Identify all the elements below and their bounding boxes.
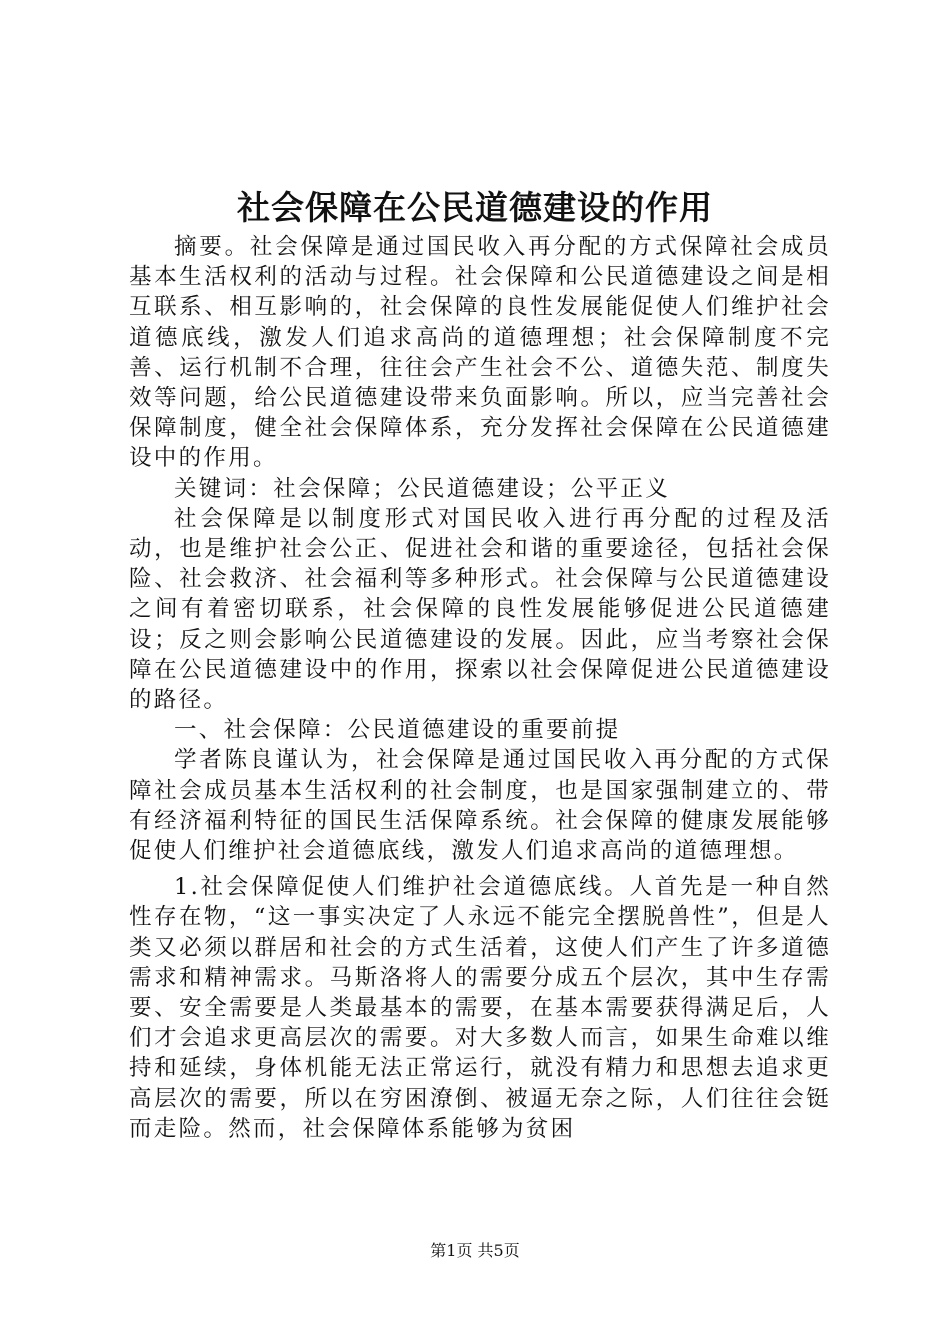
body-paragraph: 1.社会保障促使人们维护社会道德底线。人首先是一种自然性存在物，“这一事实决定了人永远不能完全摆脱兽性”，但是人类又必须以群居和社会的方式生活着，这使人们产生了许多道德需求和精神需求。马斯洛将人的需要分成五个层次，其中生存需要、安全需要是人类最基本的需要，在基本需要获得满足后，人们才会追求更高层次的需要。对大多数人而言，如果生命难以维持和延续，身体机能无法正常运行，就没有精力和思想去追求更高层次的需要，所以在穷困潦倒、被逼无奈之际，人们往往会铤而走险。然而，社会保障体系能够为贫困 <box>129 874 831 1142</box>
body-paragraph: 学者陈良谨认为，社会保障是通过国民收入再分配的方式保障社会成员基本生活权利的社会制度，也是国家强制建立的、带有经济福利特征的国民生活保障系统。社会保障的健康发展能够促使人们维护社会道德底线，激发人们追求高尚的道德理想。 <box>129 747 831 865</box>
page-number-footer: 第1页 共5页 <box>430 1241 520 1260</box>
document-body <box>129 232 831 1144</box>
abstract-paragraph: 摘要。社会保障是通过国民收入再分配的方式保障社会成员基本生活权利的活动与过程。社会保障和公民道德建设之间是相互联系、相互影响的，社会保障的良性发展能促使人们维护社会道德底线，激发人们追求高尚的道德理想；社会保障制度不完善、运行机制不合理，往往会产生社会不公、道德失范、制度失效等问题，给公民道德建设带来负面影响。所以，应当完善社会保障制度，健全社会保障体系，充分发挥社会保障在公民道德建设中的作用。 <box>129 234 831 472</box>
keywords-paragraph: 关键词：社会保障；公民道德建设；公平正义 <box>174 475 671 502</box>
document-title: 社会保障在公民道德建设的作用 <box>237 188 713 227</box>
section-heading: 一、社会保障：公民道德建设的重要前提 <box>174 717 621 744</box>
intro-paragraph: 社会保障是以制度形式对国民收入进行再分配的过程及活动，也是维护社会公正、促进社会和谐的重要途径，包括社会保险、社会救济、社会福利等多种形式。社会保障与公民道德建设之间有着密切联系，社会保障的良性发展能够促进公民道德建设；反之则会影响公民道德建设的发展。因此，应当考察社会保障在公民道德建设中的作用，探索以社会保障促进公民道德建设的路径。 <box>129 505 831 714</box>
